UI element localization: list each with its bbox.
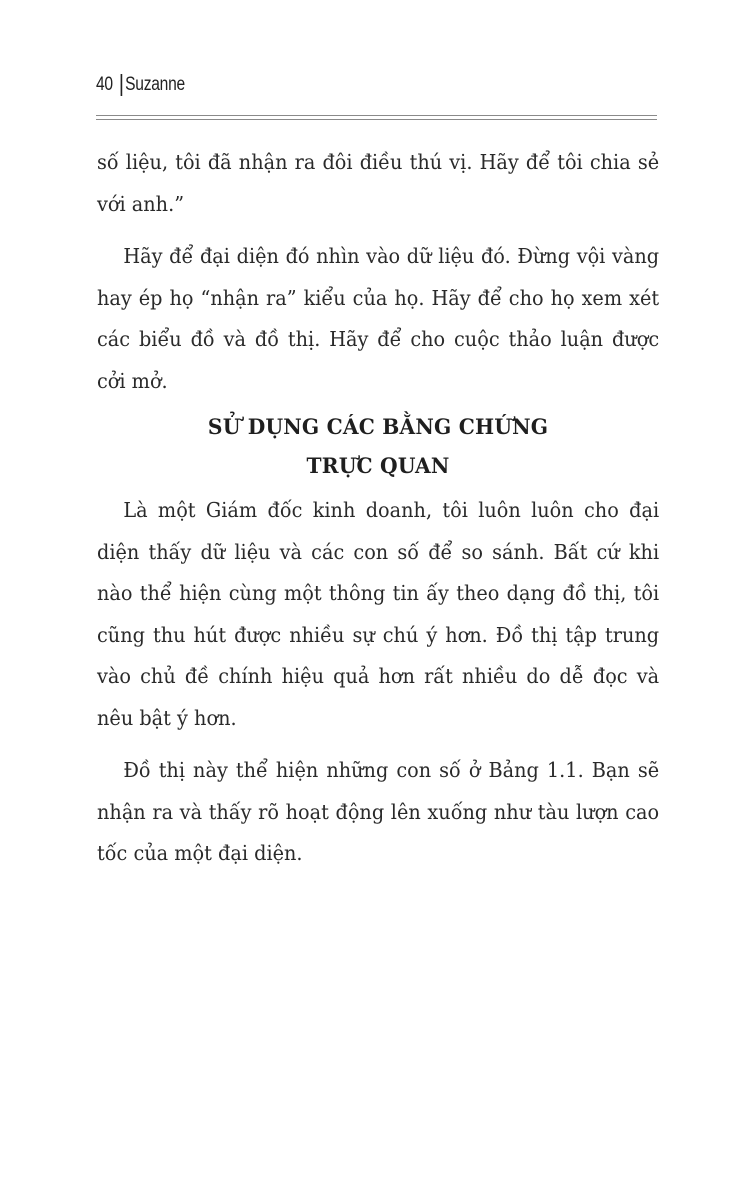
section-heading	[97, 408, 659, 486]
header-rule-bottom	[96, 119, 657, 120]
paragraph: Hãy để đại diện đó nhìn vào dữ liệu đó. Đừng vội vàng hay ép họ “nhận ra” kiểu của họ. Hãy để cho họ xem xét các biểu đồ và đồ thị. Hãy để cho cuộc thảo luận được cởi mở.	[97, 244, 660, 393]
paragraph-continued: số liệu, tôi đã nhận ra đôi điều thú vị. Hãy để tôi chia sẻ với anh.”	[97, 150, 660, 216]
page-body	[97, 142, 659, 875]
header-rule-top	[96, 115, 657, 116]
paragraph: Là một Giám đốc kinh doanh, tôi luôn luôn cho đại diện thấy dữ liệu và các con số để so sánh. Bất cứ khi nào thể hiện cùng một thông tin ấy theo dạng đồ thị, tôi cũng thu hút được nhiều sự chú ý hơn. Đồ thị tập trung vào chủ đề chính hiệu quả hơn rất nhiều do dễ đọc và nêu bật ý hơn.	[97, 498, 660, 730]
page-number: 40	[96, 74, 113, 95]
header-separator	[120, 74, 122, 96]
running-head	[96, 74, 185, 96]
section-heading-line: SỬ DỤNG CÁC BẰNG CHỨNG	[207, 415, 549, 440]
paragraph: Đồ thị này thể hiện những con số ở Bảng 1.1. Bạn sẽ nhận ra và thấy rõ hoạt động lên xuống như tàu lượn cao tốc của một đại diện.	[97, 758, 660, 865]
section-heading-line: TRỰC QUAN	[306, 454, 450, 479]
running-head-author: Suzanne	[125, 74, 185, 95]
